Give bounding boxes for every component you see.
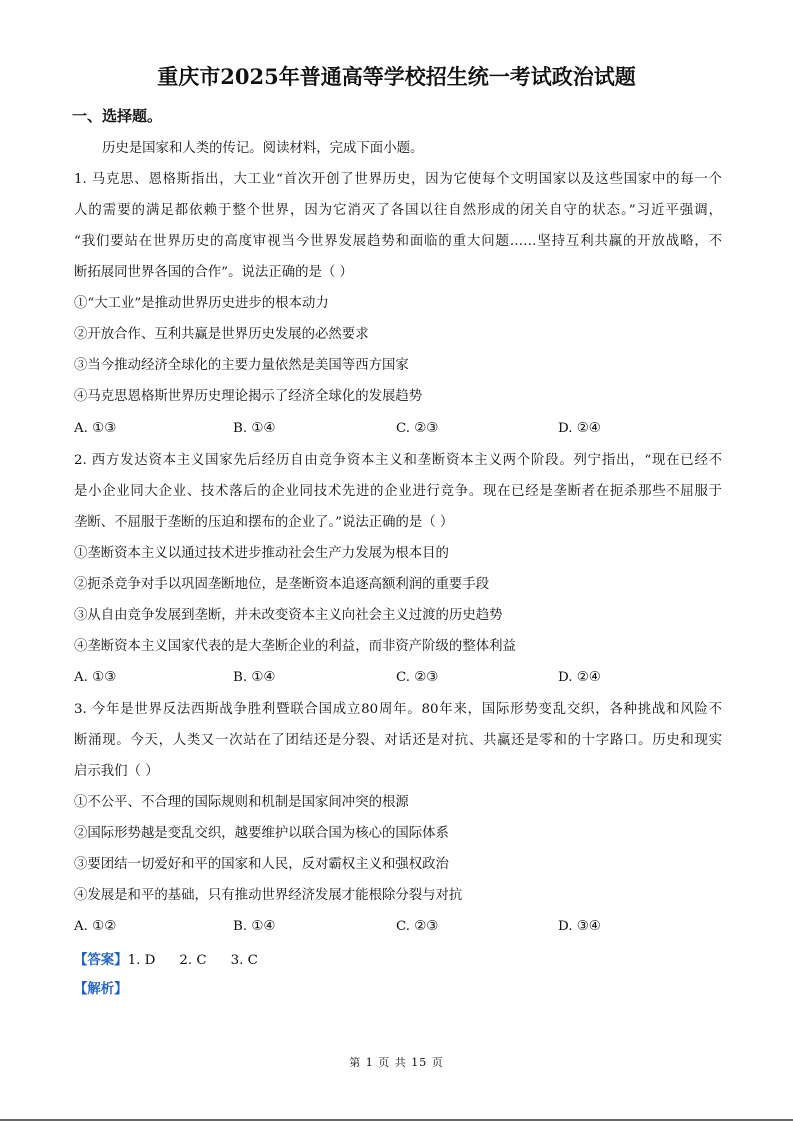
q1-option-b: B. ①④: [233, 421, 276, 436]
q1-stem-line: 断拓展同世界各国的合作”。说法正确的是（ ）: [74, 265, 353, 280]
page-title: 重庆市2025年普通高等学校招生统一考试政治试题: [157, 64, 636, 89]
q2-option-b: B. ①④: [233, 670, 276, 685]
q2-option-a: A. ①③: [74, 670, 117, 685]
q2-statement: ③从自由竞争发展到垄断，并未改变资本主义向社会主义过渡的历史趋势: [74, 608, 503, 623]
q3-stem-line: 启示我们（ ）: [74, 764, 159, 779]
q2-stem-line: 2. 西方发达资本主义国家先后经历自由竞争资本主义和垄断资本主义两个阶段。列宁指出，“现在已经不: [74, 453, 722, 468]
q2-statement: ④垄断资本主义国家代表的是大垄断企业的利益，而非资产阶级的整体利益: [74, 639, 516, 654]
q3-statement: ③要团结一切爱好和平的国家和人民，反对霸权主义和强权政治: [74, 857, 449, 872]
q3-option-c: C. ②③: [396, 919, 439, 934]
q3-stem-line: 3. 今年是世界反法西斯战争胜利暨联合国成立80周年。80年来，国际形势变乱交织，各种挑战和风险不: [74, 702, 722, 717]
q3-option-a: A. ①②: [74, 919, 117, 934]
page-footer: 第 1 页 共 15 页: [349, 1056, 444, 1069]
q2-option-d: D. ②④: [558, 670, 601, 685]
q2-stem-line: 垄断、不屈服于垄断的压迫和摆布的企业了。”说法正确的是（ ）: [74, 515, 454, 530]
analysis-label: 【解析】: [74, 981, 128, 997]
q1-statement: ②开放合作、互利共赢是世界历史发展的必然要求: [74, 327, 369, 342]
q2-option-c: C. ②③: [396, 670, 439, 685]
q2-stem-line: 是小企业同大企业、技术落后的企业同技术先进的企业进行竞争。现在已经是垄断者在扼杀那些不屈服于: [74, 484, 722, 499]
q1-statement: ③当今推动经济全球化的主要力量依然是美国等西方国家: [74, 358, 409, 373]
answer-label: 【答案】: [74, 952, 128, 968]
q1-statement: ④马克思恩格斯世界历史理论揭示了经济全球化的发展趋势: [74, 389, 423, 404]
q2-statement: ①垄断资本主义以通过技术进步推动社会生产力发展为根本目的: [74, 546, 449, 561]
answer-item: 3. C: [230, 953, 258, 968]
intro-text: 历史是国家和人类的传记。阅读材料，完成下面小题。: [102, 141, 424, 156]
q1-option-d: D. ②④: [558, 421, 601, 436]
q3-option-d: D. ③④: [558, 919, 601, 934]
section-heading: 一、选择题。: [72, 107, 163, 125]
q2-options: [74, 667, 722, 689]
answer-item: 2. C: [179, 953, 207, 968]
q3-option-b: B. ①④: [233, 919, 276, 934]
q1-option-a: A. ①③: [74, 421, 117, 436]
q3-statement: ①不公平、不合理的国际规则和机制是国家间冲突的根源: [74, 795, 409, 810]
q3-stem-line: 断涌现。今天，人类又一次站在了团结还是分裂、对话还是对抗、共赢还是零和的十字路口。历史和现实: [74, 733, 722, 748]
answer-item: 1. D: [127, 953, 156, 968]
q3-options: [74, 916, 722, 938]
q1-option-c: C. ②③: [396, 421, 439, 436]
q2-statement: ②扼杀竞争对手以巩固垄断地位，是垄断资本追逐高额利润的重要手段: [74, 577, 490, 592]
q1-options: [74, 418, 722, 440]
q1-statement: ①“大工业”是推动世界历史进步的根本动力: [74, 296, 329, 311]
q1-stem-line: “我们要站在世界历史的高度审视当今世界发展趋势和面临的重大问题……坚持互利共赢的开放战略，不: [74, 234, 722, 249]
q1-stem-line: 1. 马克思、恩格斯指出，大工业“首次开创了世界历史，因为它使每个文明国家以及这些国家中的每一个: [74, 172, 722, 187]
q1-stem-line: 人的需要的满足都依赖于整个世界，因为它消灭了各国以往自然形成的闭关自守的状态。”习近平强调，: [74, 203, 722, 218]
q3-statement: ②国际形势越是变乱交织，越要维护以联合国为核心的国际体系: [74, 826, 449, 841]
answer-line: [74, 949, 282, 972]
q3-statement: ④发展是和平的基础，只有推动世界经济发展才能根除分裂与对抗: [74, 888, 463, 903]
bottom-divider: [0, 1119, 793, 1121]
